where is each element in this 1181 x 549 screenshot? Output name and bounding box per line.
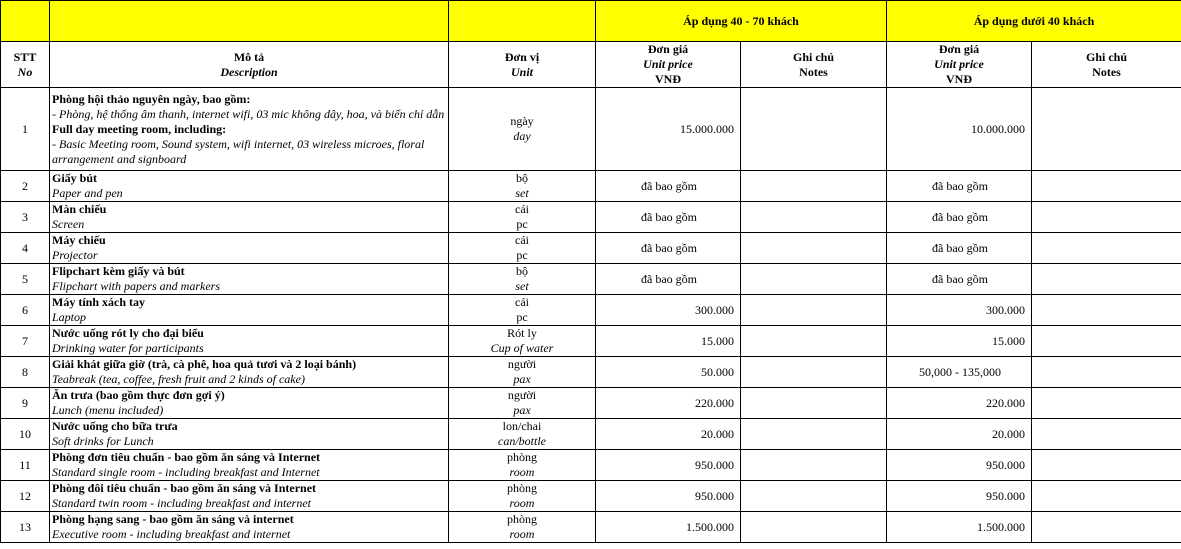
row-note-a bbox=[741, 171, 887, 202]
header-blank-cell bbox=[449, 1, 596, 42]
table-row bbox=[1, 233, 1181, 264]
row-stt: 7 bbox=[1, 326, 50, 357]
row-stt: 2 bbox=[1, 171, 50, 202]
row-desc-en: Screen bbox=[52, 217, 85, 231]
row-unit bbox=[449, 264, 596, 295]
row-unit bbox=[449, 326, 596, 357]
row-price-a: đã bao gồm bbox=[596, 264, 741, 295]
row-stt: 1 bbox=[1, 88, 50, 171]
row-desc-en: Soft drinks for Lunch bbox=[52, 434, 154, 448]
row-desc-en: Full day meeting room, including: bbox=[52, 121, 227, 136]
header-group-row bbox=[1, 1, 1181, 42]
row-unit-vn: người bbox=[507, 357, 537, 371]
col-header-desc-en: Description bbox=[220, 64, 278, 79]
row-desc-vn: Nước uống cho bữa trưa bbox=[52, 419, 178, 433]
row-unit-vn: phòng bbox=[507, 450, 537, 464]
row-description bbox=[50, 264, 449, 295]
row-note-b bbox=[1032, 326, 1181, 357]
row-note-a bbox=[741, 326, 887, 357]
row-unit bbox=[449, 202, 596, 233]
row-note-b bbox=[1032, 512, 1181, 543]
row-unit-en: room bbox=[509, 527, 535, 541]
row-note-b bbox=[1032, 388, 1181, 419]
row-unit bbox=[449, 295, 596, 326]
table-row bbox=[1, 326, 1181, 357]
row-desc-en: Drinking water for participants bbox=[52, 341, 204, 355]
col-header-description bbox=[50, 42, 449, 88]
group-b-title: Áp dụng dưới 40 khách bbox=[887, 1, 1181, 42]
row-description bbox=[50, 512, 449, 543]
col-header-unit bbox=[449, 42, 596, 88]
row-desc-en: Laptop bbox=[52, 310, 87, 324]
row-stt: 9 bbox=[1, 388, 50, 419]
row-desc-en: Flipchart with papers and markers bbox=[52, 279, 220, 293]
table-row bbox=[1, 88, 1181, 171]
col-header-price-b bbox=[887, 42, 1032, 88]
row-description bbox=[50, 295, 449, 326]
table-row bbox=[1, 171, 1181, 202]
row-unit bbox=[449, 357, 596, 388]
row-note-a bbox=[741, 450, 887, 481]
row-unit-vn: cái bbox=[515, 233, 529, 247]
row-unit bbox=[449, 388, 596, 419]
row-note-b bbox=[1032, 357, 1181, 388]
row-note-a bbox=[741, 419, 887, 450]
row-price-a: 220.000 bbox=[596, 388, 741, 419]
row-desc-en: Standard twin room - including breakfast and internet bbox=[52, 496, 311, 510]
row-price-b: 50,000 - 135,000 bbox=[887, 357, 1032, 388]
table-row bbox=[1, 481, 1181, 512]
row-unit-en: pax bbox=[513, 372, 531, 386]
row-unit-en: day bbox=[513, 129, 531, 143]
group-a-title: Áp dụng 40 - 70 khách bbox=[596, 1, 887, 42]
row-description bbox=[50, 171, 449, 202]
col-header-price-vn: Đơn giá bbox=[938, 42, 980, 56]
col-header-stt bbox=[1, 42, 50, 88]
row-stt: 8 bbox=[1, 357, 50, 388]
row-desc-vn: Phòng đôi tiêu chuẩn - bao gồm ăn sáng và Internet bbox=[52, 481, 317, 495]
row-desc-vn: Máy tính xách tay bbox=[52, 295, 145, 309]
row-price-b: 15.000 bbox=[887, 326, 1032, 357]
row-unit-vn: bộ bbox=[516, 171, 528, 185]
row-price-a: 15.000.000 bbox=[596, 88, 741, 171]
row-price-b: 950.000 bbox=[887, 450, 1032, 481]
col-header-price-currency: VNĐ bbox=[946, 72, 972, 86]
row-desc-vn: Màn chiếu bbox=[52, 202, 107, 216]
row-stt: 13 bbox=[1, 512, 50, 543]
row-note-b bbox=[1032, 295, 1181, 326]
col-header-unit-vn: Đơn vị bbox=[504, 49, 540, 64]
row-unit-vn: phòng bbox=[507, 481, 537, 495]
row-unit-en: pc bbox=[516, 310, 528, 324]
col-header-notes-vn: Ghi chú bbox=[792, 49, 834, 64]
table-row bbox=[1, 419, 1181, 450]
row-unit bbox=[449, 419, 596, 450]
row-price-a: 50.000 bbox=[596, 357, 741, 388]
row-price-b: 300.000 bbox=[887, 295, 1032, 326]
col-header-notes-en: Notes bbox=[1092, 64, 1121, 79]
row-price-a: đã bao gồm bbox=[596, 171, 741, 202]
row-unit-vn: phòng bbox=[507, 512, 537, 526]
row-unit-vn: người bbox=[507, 388, 537, 402]
row-price-a: 300.000 bbox=[596, 295, 741, 326]
row-description bbox=[50, 88, 449, 171]
col-header-stt-en: No bbox=[17, 64, 33, 79]
column-header-row bbox=[1, 42, 1181, 88]
row-unit-en: room bbox=[509, 496, 535, 510]
row-price-a: đã bao gồm bbox=[596, 202, 741, 233]
table-row bbox=[1, 450, 1181, 481]
table-row bbox=[1, 388, 1181, 419]
row-price-b: 220.000 bbox=[887, 388, 1032, 419]
row-unit-en: set bbox=[515, 186, 529, 200]
row-note-a bbox=[741, 233, 887, 264]
row-unit-vn: Rót ly bbox=[507, 326, 537, 340]
row-price-b: 10.000.000 bbox=[887, 88, 1032, 171]
row-stt: 3 bbox=[1, 202, 50, 233]
col-header-price-en: Unit price bbox=[934, 57, 984, 71]
row-price-b: 20.000 bbox=[887, 419, 1032, 450]
row-note-a bbox=[741, 481, 887, 512]
row-desc-en: Teabreak (tea, coffee, fresh fruit and 2 kinds of cake) bbox=[52, 372, 305, 386]
col-header-price-a bbox=[596, 42, 741, 88]
row-price-b: 1.500.000 bbox=[887, 512, 1032, 543]
row-unit-en: pax bbox=[513, 403, 531, 417]
table-row bbox=[1, 202, 1181, 233]
row-note-a bbox=[741, 357, 887, 388]
row-stt: 11 bbox=[1, 450, 50, 481]
row-unit bbox=[449, 512, 596, 543]
row-stt: 6 bbox=[1, 295, 50, 326]
row-note-b bbox=[1032, 171, 1181, 202]
row-note-a bbox=[741, 295, 887, 326]
row-unit bbox=[449, 88, 596, 171]
row-unit-vn: cái bbox=[515, 295, 529, 309]
row-desc-en: Paper and pen bbox=[52, 186, 123, 200]
row-description bbox=[50, 357, 449, 388]
col-header-notes-b bbox=[1032, 42, 1181, 88]
col-header-stt-vn: STT bbox=[13, 49, 37, 64]
row-desc-vn-detail: - Phòng, hệ thống âm thanh, internet wifi, 03 mic không dây, hoa, và biển chỉ dẫn bbox=[52, 106, 445, 121]
row-note-b bbox=[1032, 481, 1181, 512]
col-header-price-en: Unit price bbox=[643, 57, 693, 71]
row-unit-en: room bbox=[509, 465, 535, 479]
row-description bbox=[50, 233, 449, 264]
row-note-b bbox=[1032, 233, 1181, 264]
row-price-a: 15.000 bbox=[596, 326, 741, 357]
row-desc-vn: Giải khát giữa giờ (trà, cà phê, hoa quả tươi và 2 loại bánh) bbox=[52, 357, 357, 371]
row-note-b bbox=[1032, 88, 1181, 171]
row-unit-en: set bbox=[515, 279, 529, 293]
row-note-a bbox=[741, 512, 887, 543]
table-row bbox=[1, 264, 1181, 295]
row-price-b: 950.000 bbox=[887, 481, 1032, 512]
row-desc-en: Standard single room - including breakfast and Internet bbox=[52, 465, 320, 479]
row-stt: 10 bbox=[1, 419, 50, 450]
table-row bbox=[1, 512, 1181, 543]
row-description bbox=[50, 419, 449, 450]
row-unit bbox=[449, 481, 596, 512]
row-desc-vn: Nước uống rót ly cho đại biểu bbox=[52, 326, 204, 340]
row-desc-vn: Ăn trưa (bao gồm thực đơn gợi ý) bbox=[52, 388, 225, 402]
row-description bbox=[50, 326, 449, 357]
col-header-price-vn: Đơn giá bbox=[647, 42, 689, 56]
col-header-notes-vn: Ghi chú bbox=[1085, 49, 1127, 64]
row-note-a bbox=[741, 264, 887, 295]
row-unit-vn: bộ bbox=[516, 264, 528, 278]
row-desc-en: Executive room - including breakfast and internet bbox=[52, 527, 291, 541]
row-price-b: đã bao gồm bbox=[887, 264, 1032, 295]
header-blank-cell bbox=[1, 1, 50, 42]
row-note-b bbox=[1032, 264, 1181, 295]
row-unit-en: pc bbox=[516, 217, 528, 231]
row-desc-en-detail: - Basic Meeting room, Sound system, wifi internet, 03 wireless microes, floral arrangement and signboard bbox=[52, 136, 425, 166]
row-desc-vn: Máy chiếu bbox=[52, 233, 106, 247]
table-row bbox=[1, 295, 1181, 326]
row-description bbox=[50, 202, 449, 233]
table-row bbox=[1, 357, 1181, 388]
row-note-a bbox=[741, 388, 887, 419]
row-unit-en: Cup of water bbox=[490, 341, 554, 355]
row-desc-vn: Giấy bút bbox=[52, 171, 98, 185]
col-header-notes-a bbox=[741, 42, 887, 88]
row-note-b bbox=[1032, 419, 1181, 450]
row-note-a bbox=[741, 88, 887, 171]
row-note-b bbox=[1032, 202, 1181, 233]
row-price-b: đã bao gồm bbox=[887, 202, 1032, 233]
row-note-b bbox=[1032, 450, 1181, 481]
row-desc-vn: Flipchart kèm giấy và bút bbox=[52, 264, 185, 278]
row-description bbox=[50, 481, 449, 512]
row-stt: 12 bbox=[1, 481, 50, 512]
row-desc-en: Projector bbox=[52, 248, 98, 262]
col-header-price-currency: VNĐ bbox=[655, 72, 681, 86]
row-price-b: đã bao gồm bbox=[887, 171, 1032, 202]
col-header-desc-vn: Mô tả bbox=[233, 49, 265, 64]
row-description bbox=[50, 450, 449, 481]
row-stt: 4 bbox=[1, 233, 50, 264]
row-unit-en: pc bbox=[516, 248, 528, 262]
col-header-notes-en: Notes bbox=[799, 64, 828, 79]
row-unit bbox=[449, 450, 596, 481]
header-blank-cell bbox=[50, 1, 449, 42]
row-description bbox=[50, 388, 449, 419]
row-desc-vn: Phòng đơn tiêu chuẩn - bao gồm ăn sáng và Internet bbox=[52, 450, 321, 464]
row-price-a: 1.500.000 bbox=[596, 512, 741, 543]
row-price-a: 20.000 bbox=[596, 419, 741, 450]
row-note-a bbox=[741, 202, 887, 233]
row-desc-vn: Phòng hạng sang - bao gồm ăn sáng và internet bbox=[52, 512, 294, 526]
row-price-a: đã bao gồm bbox=[596, 233, 741, 264]
col-header-unit-en: Unit bbox=[510, 64, 533, 79]
row-unit bbox=[449, 171, 596, 202]
row-desc-vn: Phòng hội thảo nguyên ngày, bao gồm: bbox=[52, 91, 251, 106]
row-desc-en: Lunch (menu included) bbox=[52, 403, 164, 417]
row-price-b: đã bao gồm bbox=[887, 233, 1032, 264]
row-unit bbox=[449, 233, 596, 264]
row-stt: 5 bbox=[1, 264, 50, 295]
row-unit-en: can/bottle bbox=[498, 434, 546, 448]
row-unit-vn: lon/chai bbox=[502, 419, 542, 433]
row-price-a: 950.000 bbox=[596, 450, 741, 481]
row-price-a: 950.000 bbox=[596, 481, 741, 512]
row-unit-vn: ngày bbox=[510, 114, 534, 128]
row-unit-vn: cái bbox=[515, 202, 529, 216]
